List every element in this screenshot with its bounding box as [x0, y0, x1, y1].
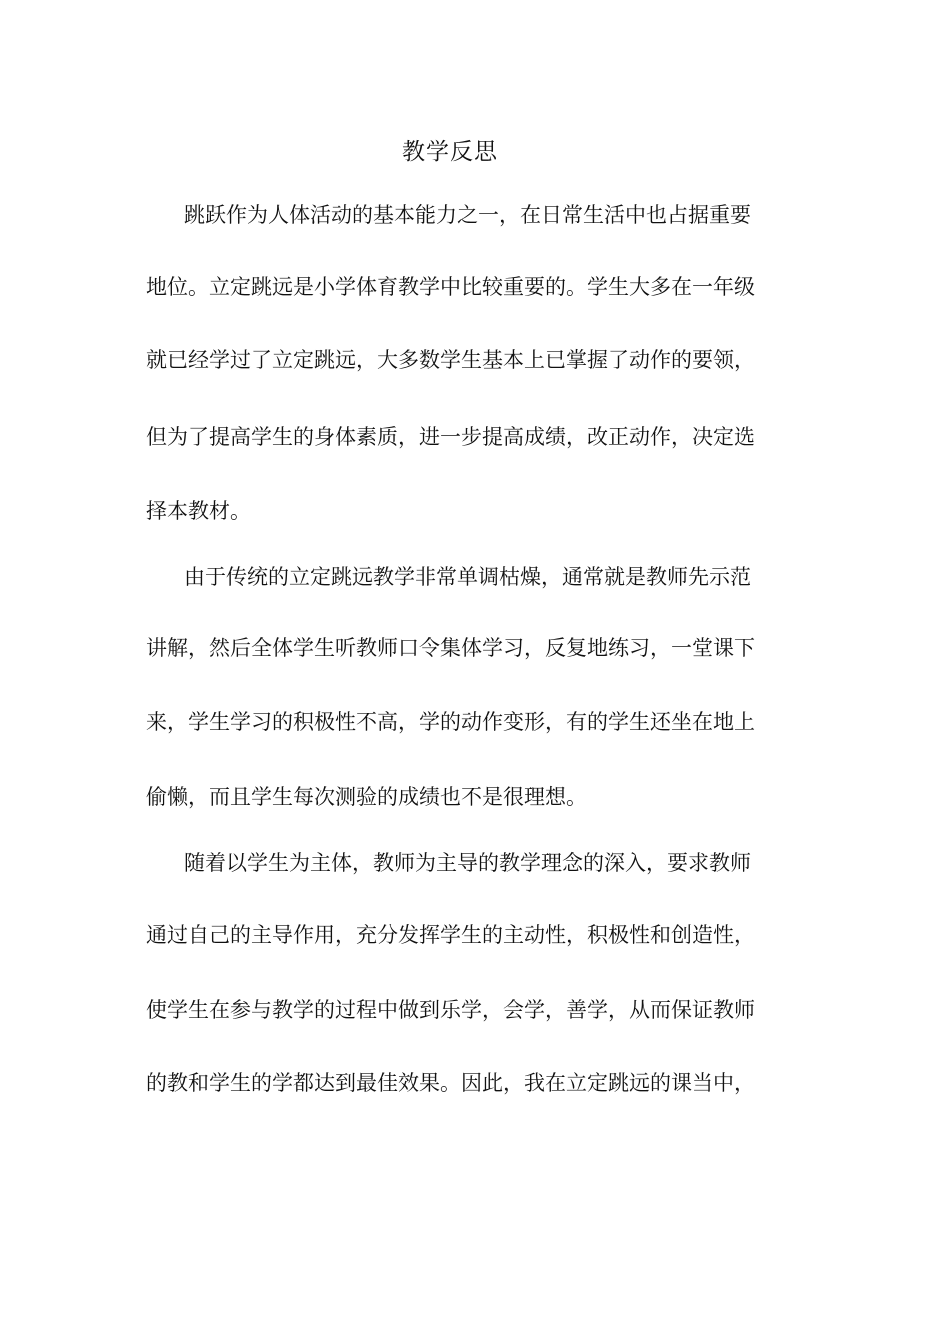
paragraph-1-line-3: 就已经学过了立定跳远，大多数学生基本上已掌握了动作的要领， [146, 348, 755, 372]
paragraph-1-line-1: 跳跃作为人体活动的基本能力之一，在日常生活中也占据重要 [184, 203, 751, 227]
paragraph-1-line-2: 地位。立定跳远是小学体育教学中比较重要的。学生大多在一年级 [146, 275, 755, 299]
paragraph-3-line-2: 通过自己的主导作用，充分发挥学生的主动性，积极性和创造性， [146, 923, 755, 947]
paragraph-2-line-2: 讲解，然后全体学生听教师口令集体学习，反复地练习，一堂课下 [146, 636, 755, 660]
paragraph-1-line-5: 择本教材。 [146, 499, 251, 523]
paragraph-3-line-3: 使学生在参与教学的过程中做到乐学，会学，善学，从而保证教师 [146, 998, 755, 1022]
paragraph-2-line-3: 来，学生学习的积极性不高，学的动作变形，有的学生还坐在地上 [146, 710, 755, 734]
document-title: 教学反思 [402, 139, 498, 165]
paragraph-2-line-1: 由于传统的立定跳远教学非常单调枯燥，通常就是教师先示范 [184, 565, 751, 589]
paragraph-3-line-4: 的教和学生的学都达到最佳效果。因此，我在立定跳远的课当中， [146, 1071, 755, 1095]
paragraph-1-line-4: 但为了提高学生的身体素质，进一步提高成绩，改正动作，决定选 [146, 425, 755, 449]
paragraph-2-line-4: 偷懒，而且学生每次测验的成绩也不是很理想。 [146, 785, 587, 809]
paragraph-3-line-1: 随着以学生为主体，教师为主导的教学理念的深入，要求教师 [184, 851, 751, 875]
